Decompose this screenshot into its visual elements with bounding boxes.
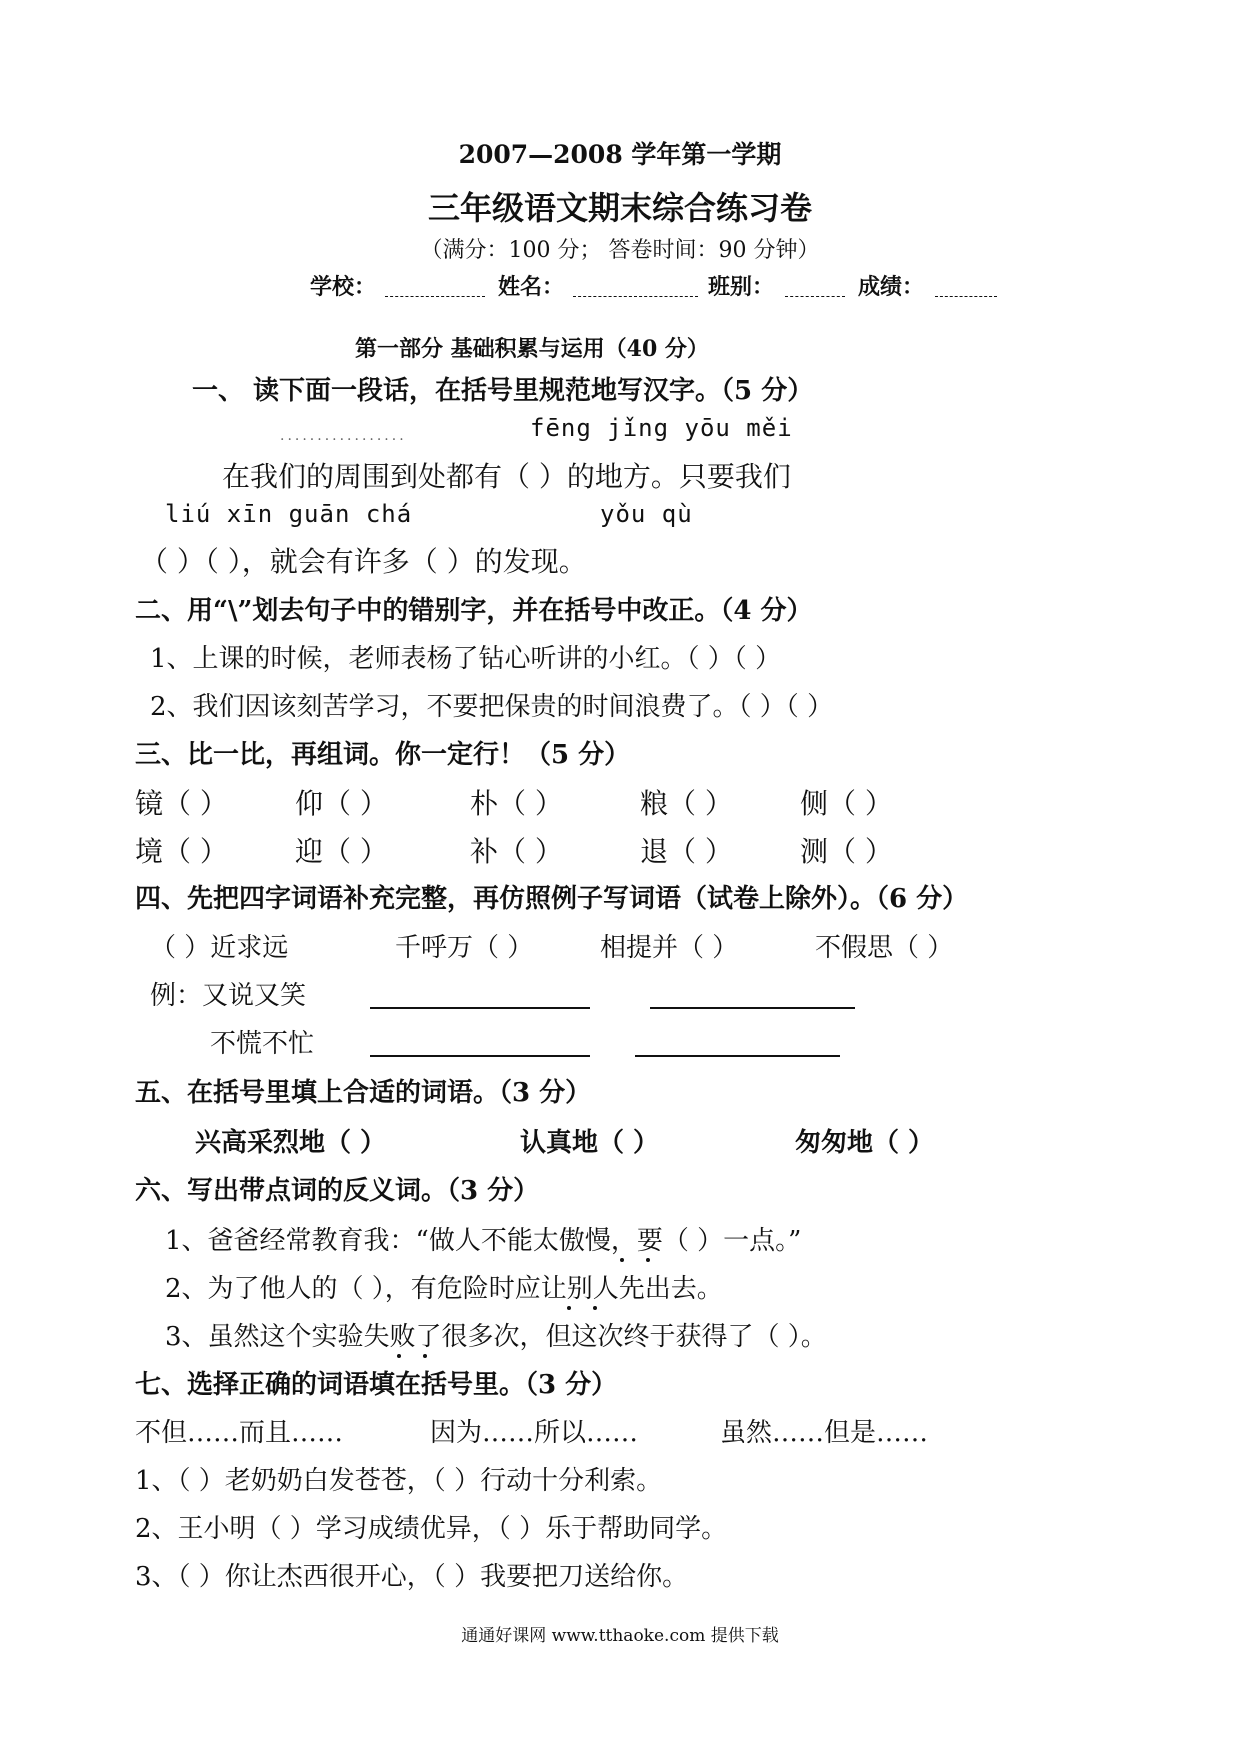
q3-row-2: [135, 830, 950, 870]
q1-title: 一、 读下面一段话，在括号里规范地写汉字。（5 分）: [192, 376, 814, 406]
q4-item: （ ）近求远: [150, 933, 289, 963]
q7-title: 七、选择正确的词语填在括号里。（3 分）: [135, 1370, 618, 1400]
q6-title: 六、写出带点词的反义词。（3 分）: [135, 1176, 540, 1206]
q3-word: 测（ ）: [800, 835, 893, 868]
emphasis-dot: [593, 1306, 597, 1310]
q3-word: 补（ ）: [470, 835, 563, 868]
class-field[interactable]: [785, 296, 845, 297]
q3-word: 迎（ ）: [295, 835, 388, 868]
q1-line-2: （ ）（ ），就会有许多（ ）的发现。: [140, 545, 587, 578]
footer-source: 通通好课网 www.tthaoke.com 提供下载: [461, 1626, 779, 1646]
school-label: 学校：: [310, 274, 377, 300]
q3-title: 三、比一比，再组词。你一定行！（5 分）: [135, 740, 631, 770]
dotted-leader: ·················: [280, 432, 407, 448]
q3-word: 侧（ ）: [800, 787, 893, 820]
q2-title: 二、用“\”划去句子中的错别字，并在括号中改正。（4 分）: [135, 596, 813, 626]
q3-word: 镜（ ）: [135, 787, 228, 820]
emphasis-dot: [397, 1354, 401, 1358]
q2-item-1: 1、上课的时候，老师表杨了钻心听讲的小红。（ ）（ ）: [150, 644, 782, 674]
q4-item: 不假思（ ）: [815, 933, 954, 963]
q4-example-label: 例：又说又笑: [150, 981, 307, 1011]
q3-row-1: [135, 782, 950, 822]
q1-line-1: 在我们的周围到处都有（ ）的地方。只要我们: [222, 460, 791, 493]
q5-item: 匆匆地（ ）: [795, 1128, 935, 1158]
q6-item-3: 3、虽然这个实验失败了很多次，但这次终于获得了（ ）。: [165, 1322, 827, 1352]
q7-option: 因为……所以……: [430, 1418, 639, 1448]
q6-item-2: 2、为了他人的（ ），有危险时应让别人先出去。: [165, 1274, 723, 1304]
q4-example-2: 不慌不忙: [210, 1029, 315, 1059]
q5-items: [195, 1122, 1045, 1159]
answer-line[interactable]: [635, 1055, 840, 1057]
score-label: 成绩：: [858, 274, 925, 300]
q5-title: 五、在括号里填上合适的词语。（3 分）: [135, 1078, 592, 1108]
answer-line[interactable]: [370, 1055, 590, 1057]
name-field[interactable]: [573, 296, 698, 297]
exam-meta: （满分：100 分； 答卷时间：90 分钟）: [420, 238, 820, 263]
q7-item-1: 1、（ ）老奶奶白发苍苍，（ ）行动十分利索。: [135, 1466, 663, 1496]
q5-item: 兴高采烈地（ ）: [195, 1128, 387, 1158]
emphasis-dot: [423, 1354, 427, 1358]
q1-pinyin-2a: liú xīn guān chá: [165, 500, 413, 528]
q2-item-2: 2、我们因该刻苦学习，不要把保贵的时间浪费了。（ ）（ ）: [150, 692, 834, 722]
q3-word: 仰（ ）: [295, 787, 388, 820]
q4-item: 相提并（ ）: [600, 933, 739, 963]
q7-option: 不但……而且……: [135, 1418, 344, 1448]
q1-pinyin-2b: yǒu qù: [600, 500, 693, 528]
class-label: 班别：: [708, 274, 775, 300]
answer-line[interactable]: [370, 1007, 590, 1009]
q3-word: 朴（ ）: [470, 787, 563, 820]
q3-word: 退（ ）: [640, 835, 733, 868]
part1-heading: 第一部分 基础积累与运用（40 分）: [355, 336, 709, 362]
q5-item: 认真地（ ）: [520, 1128, 660, 1158]
q1-pinyin-1: fēng jǐng yōu měi: [530, 414, 793, 442]
q7-item-2: 2、王小明（ ）学习成绩优异，（ ）乐于帮助同学。: [135, 1514, 728, 1544]
exam-term: 2007—2008 学年第一学期: [458, 140, 782, 169]
q7-option: 虽然……但是……: [720, 1418, 929, 1448]
emphasis-dot: [567, 1306, 571, 1310]
q6-item-1: 1、爸爸经常教育我：“做人不能太傲慢，要（ ）一点。”: [165, 1226, 802, 1256]
school-field[interactable]: [385, 296, 485, 297]
emphasis-dot: [620, 1258, 624, 1262]
exam-title: 三年级语文期末综合练习卷: [427, 189, 812, 227]
q7-options: [135, 1412, 960, 1449]
q4-item: 千呼万（ ）: [395, 933, 534, 963]
q3-word: 粮（ ）: [640, 787, 733, 820]
q4-title: 四、先把四字词语补充完整，再仿照例子写词语（试卷上除外）。（6 分）: [135, 884, 969, 914]
answer-line[interactable]: [650, 1007, 855, 1009]
q7-item-3: 3、（ ）你让杰西很开心，（ ）我要把刀送给你。: [135, 1562, 689, 1592]
name-label: 姓名：: [498, 274, 565, 300]
q3-word: 境（ ）: [135, 835, 228, 868]
emphasis-dot: [646, 1258, 650, 1262]
score-field[interactable]: [935, 296, 997, 297]
q4-items: [150, 927, 995, 964]
